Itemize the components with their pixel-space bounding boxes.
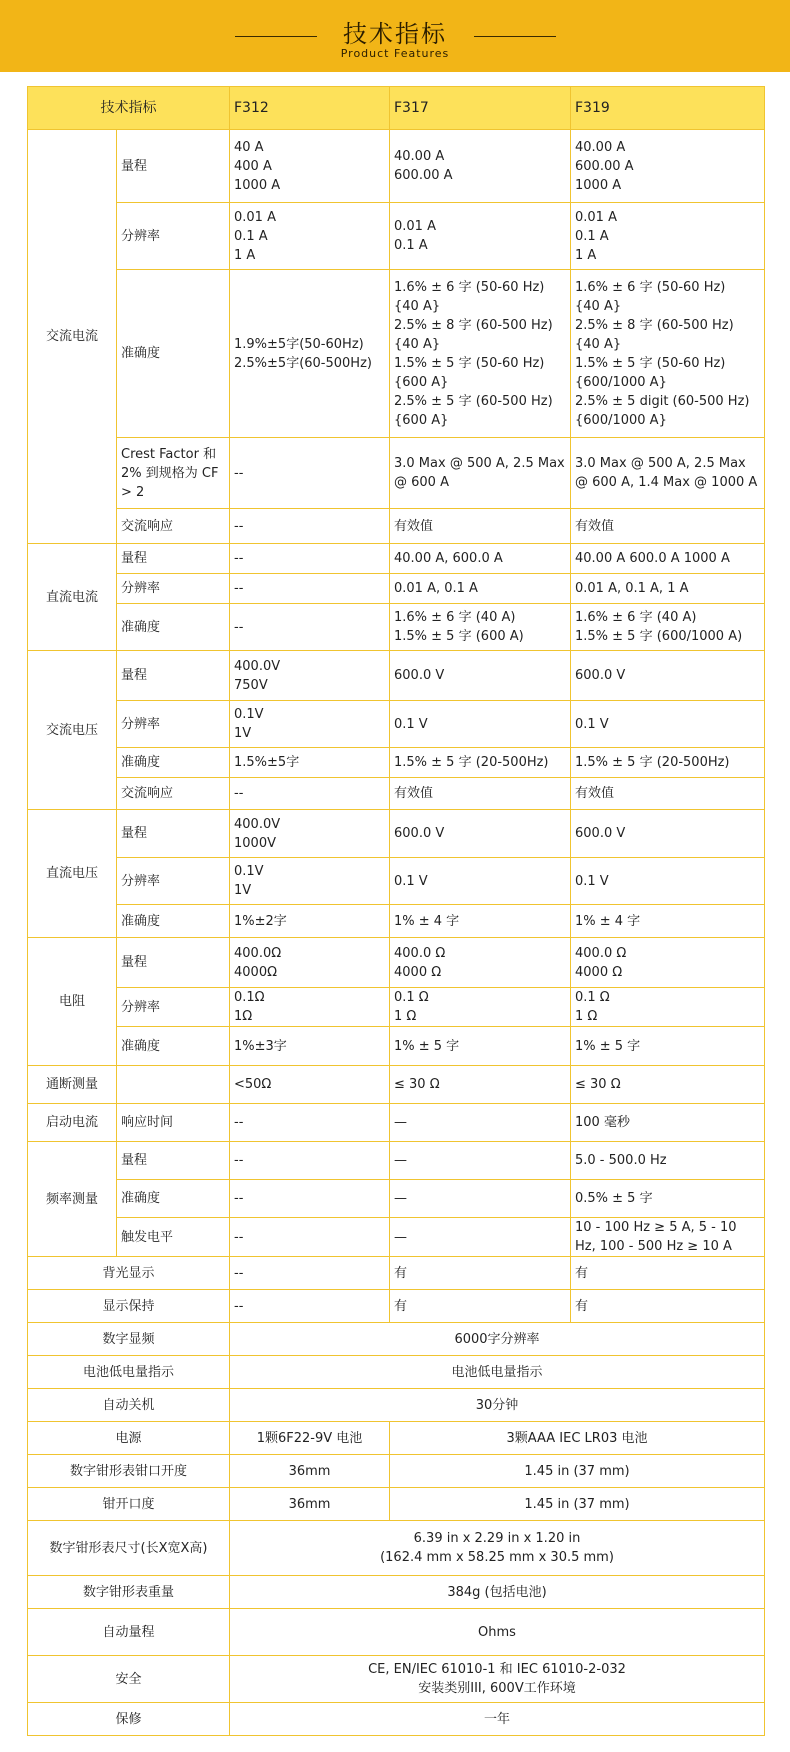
spec-label: 背光显示 (28, 1257, 230, 1290)
spec-value: 1颗6F22-9V 电池 (230, 1422, 390, 1455)
table-row (28, 1142, 765, 1180)
header-cell: F312 (230, 87, 390, 130)
spec-value: 1.5% ± 5 字 (20-500Hz) (571, 748, 765, 778)
table-row (28, 270, 765, 438)
spec-value: 400.0V 750V (230, 651, 390, 701)
spec-value: 1%±3字 (230, 1027, 390, 1066)
spec-value: 一年 (230, 1703, 765, 1736)
spec-value: 电池低电量指示 (230, 1356, 765, 1389)
spec-value: 40.00 A 600.00 A (390, 130, 571, 203)
table-row (28, 574, 765, 604)
spec-label: 准确度 (117, 604, 230, 651)
spec-value: 0.01 A 0.1 A 1 A (230, 203, 390, 270)
spec-value: 1% ± 4 字 (390, 905, 571, 938)
spec-label: 量程 (117, 810, 230, 858)
spec-value: 0.1 Ω 1 Ω (571, 988, 765, 1027)
table-header-row (28, 87, 765, 130)
spec-value: 100 毫秒 (571, 1104, 765, 1142)
spec-label: 安全 (28, 1656, 230, 1703)
spec-value: — (390, 1104, 571, 1142)
table-row (28, 1218, 765, 1257)
table-row (28, 1521, 765, 1576)
spec-value: -- (230, 1142, 390, 1180)
table-row (28, 1290, 765, 1323)
spec-value: 40.00 A 600.00 A 1000 A (571, 130, 765, 203)
spec-value: 有 (571, 1257, 765, 1290)
header-cell: F319 (571, 87, 765, 130)
table-row (28, 1455, 765, 1488)
spec-label: 量程 (117, 1142, 230, 1180)
spec-label: 触发电平 (117, 1218, 230, 1257)
spec-label: 量程 (117, 938, 230, 988)
spec-label: 量程 (117, 130, 230, 203)
spec-value: 600.0 V (571, 651, 765, 701)
spec-value: 有效值 (390, 509, 571, 544)
spec-value: — (390, 1180, 571, 1218)
spec-value: 1.45 in (37 mm) (390, 1488, 765, 1521)
spec-value: 0.01 A 0.1 A 1 A (571, 203, 765, 270)
spec-value: 5.0 - 500.0 Hz (571, 1142, 765, 1180)
spec-value: 0.1V 1V (230, 701, 390, 748)
spec-label: 分辨率 (117, 701, 230, 748)
table-row (28, 778, 765, 810)
spec-value: -- (230, 574, 390, 604)
spec-label: 准确度 (117, 1180, 230, 1218)
section-label: 通断测量 (28, 1066, 117, 1104)
spec-table (27, 86, 765, 1736)
table-row (28, 203, 765, 270)
table-row (28, 1609, 765, 1656)
table-row (28, 810, 765, 858)
spec-value: 400.0Ω 4000Ω (230, 938, 390, 988)
spec-value: -- (230, 1218, 390, 1257)
spec-value: 有 (390, 1257, 571, 1290)
spec-value: 1.9%±5字(50-60Hz) 2.5%±5字(60-500Hz) (230, 270, 390, 438)
spec-value: 1% ± 4 字 (571, 905, 765, 938)
spec-value: 1.6% ± 6 字 (40 A) 1.5% ± 5 字 (600 A) (390, 604, 571, 651)
spec-label: 保修 (28, 1703, 230, 1736)
spec-value: 有效值 (390, 778, 571, 810)
spec-label: 准确度 (117, 905, 230, 938)
spec-label: 显示保持 (28, 1290, 230, 1323)
table-row (28, 509, 765, 544)
spec-label: 量程 (117, 651, 230, 701)
spec-label: 数字钳形表尺寸(长X宽X高) (28, 1521, 230, 1576)
spec-value: Ohms (230, 1609, 765, 1656)
page-title: 技术指标 (343, 20, 447, 48)
spec-label: 自动关机 (28, 1389, 230, 1422)
spec-value: -- (230, 509, 390, 544)
spec-value: -- (230, 604, 390, 651)
spec-value: 400.0 Ω 4000 Ω (390, 938, 571, 988)
spec-value: 1%±2字 (230, 905, 390, 938)
spec-value: 有 (390, 1290, 571, 1323)
spec-value: 0.01 A, 0.1 A, 1 A (571, 574, 765, 604)
section-label: 直流电压 (28, 810, 117, 938)
spec-label: 数字钳形表钳口开度 (28, 1455, 230, 1488)
spec-value: — (390, 1218, 571, 1257)
spec-value: -- (230, 778, 390, 810)
spec-value: -- (230, 1104, 390, 1142)
table-row (28, 604, 765, 651)
spec-value: 0.1Ω 1Ω (230, 988, 390, 1027)
table-row (28, 1356, 765, 1389)
spec-value: 1.6% ± 6 字 (50-60 Hz) {40 A} 2.5% ± 8 字 (60-500 Hz) {40 A} 1.5% ± 5 字 (50-60 Hz) {600 A} 2.5% ± 5 字 (60-500 Hz) {600 A} (390, 270, 571, 438)
page-subtitle: Product Features (340, 47, 450, 60)
spec-label: 准确度 (117, 1027, 230, 1066)
spec-label: 自动量程 (28, 1609, 230, 1656)
spec-value: 0.5% ± 5 字 (571, 1180, 765, 1218)
spec-value: 40.00 A, 600.0 A (390, 544, 571, 574)
spec-value: 有效值 (571, 778, 765, 810)
table-row (28, 438, 765, 509)
spec-value: 0.1 V (390, 701, 571, 748)
section-label: 交流电压 (28, 651, 117, 810)
table-row (28, 544, 765, 574)
spec-value: 1.6% ± 6 字 (40 A) 1.5% ± 5 字 (600/1000 A) (571, 604, 765, 651)
spec-label: 响应时间 (117, 1104, 230, 1142)
spec-label: 准确度 (117, 748, 230, 778)
table-row (28, 1656, 765, 1703)
spec-label: Crest Factor 和 2% 到规格为 CF > 2 (117, 438, 230, 509)
table-row (28, 1576, 765, 1609)
spec-label: 电池低电量指示 (28, 1356, 230, 1389)
spec-label (117, 1066, 230, 1104)
spec-value: 3颗AAA IEC LR03 电池 (390, 1422, 765, 1455)
spec-value: -- (230, 544, 390, 574)
spec-value: 0.01 A, 0.1 A (390, 574, 571, 604)
spec-value: ≤ 30 Ω (390, 1066, 571, 1104)
table-row (28, 1703, 765, 1736)
section-label: 直流电流 (28, 544, 117, 651)
spec-value: 40 A 400 A 1000 A (230, 130, 390, 203)
section-label: 电阻 (28, 938, 117, 1066)
spec-value: 有效值 (571, 509, 765, 544)
spec-label: 钳开口度 (28, 1488, 230, 1521)
spec-value: 有 (571, 1290, 765, 1323)
spec-value: ≤ 30 Ω (571, 1066, 765, 1104)
spec-value: 1% ± 5 字 (571, 1027, 765, 1066)
table-row (28, 1488, 765, 1521)
table-row (28, 905, 765, 938)
spec-value: 3.0 Max @ 500 A, 2.5 Max @ 600 A (390, 438, 571, 509)
section-label: 频率测量 (28, 1142, 117, 1257)
table-row (28, 748, 765, 778)
spec-value: 0.01 A 0.1 A (390, 203, 571, 270)
spec-value: 1.5% ± 5 字 (20-500Hz) (390, 748, 571, 778)
header-cell: F317 (390, 87, 571, 130)
spec-value: 36mm (230, 1488, 390, 1521)
spec-value: 384g (包括电池) (230, 1576, 765, 1609)
spec-value: 6000字分辨率 (230, 1323, 765, 1356)
spec-label: 分辨率 (117, 574, 230, 604)
spec-value: 0.1 V (571, 701, 765, 748)
table-row (28, 858, 765, 905)
spec-value: 36mm (230, 1455, 390, 1488)
spec-value: 30分钟 (230, 1389, 765, 1422)
spec-value: -- (230, 1180, 390, 1218)
header-cell: 技术指标 (28, 87, 230, 130)
table-row (28, 651, 765, 701)
table-row (28, 1257, 765, 1290)
spec-value: -- (230, 438, 390, 509)
spec-value: 0.1 Ω 1 Ω (390, 988, 571, 1027)
spec-label: 数字显频 (28, 1323, 230, 1356)
table-row (28, 1104, 765, 1142)
spec-value: <50Ω (230, 1066, 390, 1104)
spec-label: 交流响应 (117, 509, 230, 544)
spec-value: 6.39 in x 2.29 in x 1.20 in (162.4 mm x 58.25 mm x 30.5 mm) (230, 1521, 765, 1576)
spec-value: 600.0 V (571, 810, 765, 858)
spec-value: 3.0 Max @ 500 A, 2.5 Max @ 600 A, 1.4 Max @ 1000 A (571, 438, 765, 509)
spec-value: 40.00 A 600.0 A 1000 A (571, 544, 765, 574)
table-row (28, 1422, 765, 1455)
spec-label: 分辨率 (117, 988, 230, 1027)
spec-label: 量程 (117, 544, 230, 574)
table-row (28, 1389, 765, 1422)
spec-label: 电源 (28, 1422, 230, 1455)
spec-value: -- (230, 1257, 390, 1290)
section-label: 交流电流 (28, 130, 117, 544)
spec-label: 准确度 (117, 270, 230, 438)
spec-value: 0.1 V (571, 858, 765, 905)
spec-label: 分辨率 (117, 858, 230, 905)
spec-value: 600.0 V (390, 810, 571, 858)
table-row (28, 701, 765, 748)
spec-value: 400.0V 1000V (230, 810, 390, 858)
spec-value: -- (230, 1290, 390, 1323)
spec-value: — (390, 1142, 571, 1180)
spec-value: 0.1V 1V (230, 858, 390, 905)
table-row (28, 130, 765, 203)
spec-value: 10 - 100 Hz ≥ 5 A, 5 - 10 Hz, 100 - 500 Hz ≥ 10 A (571, 1218, 765, 1257)
spec-value: 1.6% ± 6 字 (50-60 Hz) {40 A} 2.5% ± 8 字 (60-500 Hz) {40 A} 1.5% ± 5 字 (50-60 Hz) {600/1000 A} 2.5% ± 5 digit (60-500 Hz) {600/1000 A} (571, 270, 765, 438)
spec-value: 0.1 V (390, 858, 571, 905)
spec-value: 400.0 Ω 4000 Ω (571, 938, 765, 988)
table-row (28, 938, 765, 988)
spec-value: 600.0 V (390, 651, 571, 701)
spec-label: 分辨率 (117, 203, 230, 270)
table-row (28, 1066, 765, 1104)
table-row (28, 1027, 765, 1066)
spec-value: 1.5%±5字 (230, 748, 390, 778)
spec-label: 数字钳形表重量 (28, 1576, 230, 1609)
spec-value: 1.45 in (37 mm) (390, 1455, 765, 1488)
table-row (28, 1323, 765, 1356)
table-row (28, 1180, 765, 1218)
section-label: 启动电流 (28, 1104, 117, 1142)
table-row (28, 988, 765, 1027)
header-banner (0, 0, 790, 72)
spec-label: 交流响应 (117, 778, 230, 810)
spec-value: CE, EN/IEC 61010-1 和 IEC 61010-2-032 安装类别III, 600V工作环境 (230, 1656, 765, 1703)
spec-value: 1% ± 5 字 (390, 1027, 571, 1066)
